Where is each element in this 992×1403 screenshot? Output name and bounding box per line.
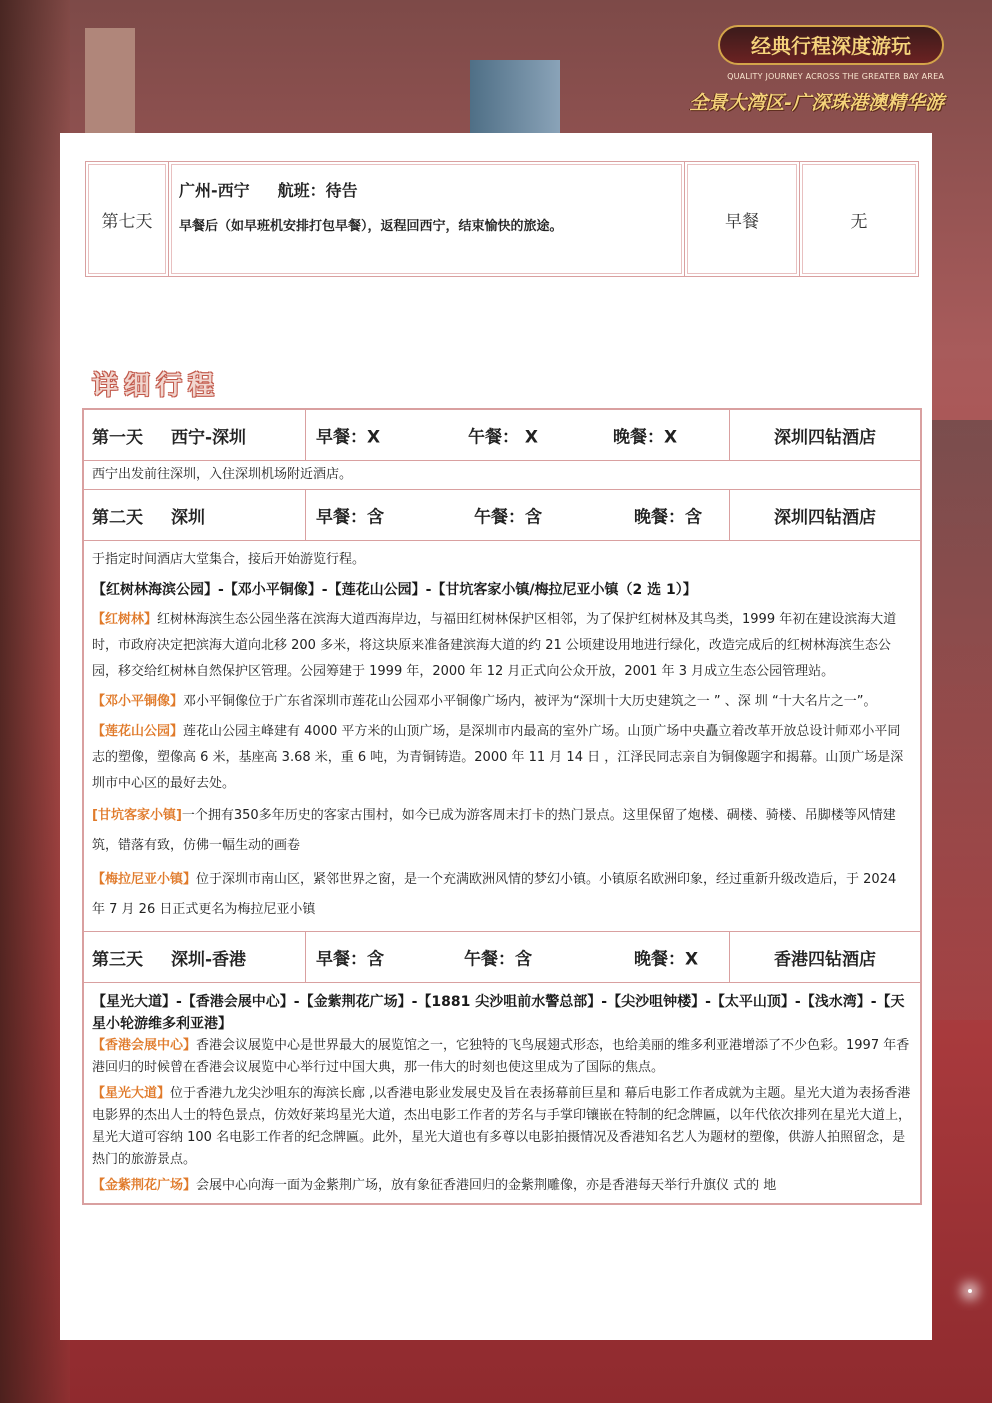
day3-lunch: 午餐：含 xyxy=(464,949,532,970)
day7-hotel: 无 xyxy=(800,162,919,277)
day2-details xyxy=(84,541,920,932)
day3-header xyxy=(84,932,920,983)
day3-hotel: 香港四钻酒店 xyxy=(774,949,876,970)
day3-details xyxy=(84,983,920,1203)
header-badge: 经典行程深度游玩 xyxy=(718,25,944,65)
content-page xyxy=(60,133,932,1340)
day7-meal: 早餐 xyxy=(685,162,800,277)
day1-lunch: 午餐： X xyxy=(468,427,539,448)
day2-dinner: 晚餐：含 xyxy=(634,507,702,528)
day1-route: 西宁-深圳 xyxy=(171,427,247,448)
day7-route: 广州-西宁 xyxy=(179,181,250,200)
building-image xyxy=(85,28,135,134)
day2-route: 深圳 xyxy=(171,507,205,528)
day3-label: 第三天 xyxy=(92,949,143,970)
day1-dinner: 晚餐：X xyxy=(613,427,678,448)
day3-item: 【金紫荆花广场】会展中心向海一面为金紫荆广场，放有象征香港回归的金紫荆雕像，亦是香港每天举行升旗仪 式的 地 xyxy=(92,1178,777,1193)
header-subtitle-cn: 全景大湾区-广深珠港澳精华游 xyxy=(689,92,944,114)
detail-itinerary xyxy=(82,408,922,1205)
skyscraper-image xyxy=(470,60,560,140)
section-title: 详细行程 xyxy=(92,371,221,401)
day7-flight: 航班：待告 xyxy=(277,181,358,200)
day1-label: 第一天 xyxy=(92,427,143,448)
day2-label: 第二天 xyxy=(92,507,143,528)
day1-breakfast: 早餐：X xyxy=(316,427,381,448)
day2-header xyxy=(84,490,920,541)
day2-item: [甘坑客家小镇]一个拥有350多年历史的客家古围村，如今已成为游客周末打卡的热门景点。这里保留了炮楼、碉楼、骑楼、吊脚楼等风情建筑，错落有致，仿佛一幅生动的画卷 xyxy=(92,808,896,853)
day2-hotel: 深圳四钻酒店 xyxy=(774,507,876,528)
day3-route: 深圳-香港 xyxy=(171,949,247,970)
day2-item: 【红树林】红树林海滨生态公园坐落在滨海大道西海岸边，与福田红树林保护区相邻，为了保护红树林及其鸟类，1999 年初在建设滨海大道时，市政府决定把滨海大道向北移 200 多米，将这块原来准备建滨海大道的约 21 公顷建设用地进行绿化，改造完成后的红树林海滨生态公园，移交给红树林自然保护区管理。公园筹建于 1999 年，2000 年 12 月正式向公众开放，2001 年 3 月成立生态公园管理站。 xyxy=(92,612,897,679)
day2-breakfast: 早餐：含 xyxy=(316,507,384,528)
day7-table xyxy=(85,161,919,277)
day7-desc: 早餐后（如早班机安排打包早餐），返程回西宁，结束愉快的旅途。 xyxy=(179,219,563,234)
day3-route-line: 【星光大道】-【香港会展中心】-【金紫荆花广场】-【1881 尖沙咀前水警总部】-【尖沙咀钟楼】-【太平山顶】-【浅水湾】-【天星小轮游维多利亚港】 xyxy=(92,994,905,1032)
day1-hotel: 深圳四钻酒店 xyxy=(774,427,876,448)
day3-breakfast: 早餐：含 xyxy=(316,949,384,970)
day1-desc: 西宁出发前往深圳，入住深圳机场附近酒店。 xyxy=(84,461,920,490)
day2-intro: 于指定时间酒店大堂集合，接后开始游览行程。 xyxy=(92,552,366,567)
sparkle-icon xyxy=(968,1289,972,1293)
day2-lunch: 午餐：含 xyxy=(474,507,542,528)
day2-route-line: 【红树林海滨公园】-【邓小平铜像】-【莲花山公园】-【甘坑客家小镇/梅拉尼亚小镇（2 选 1）】 xyxy=(92,582,697,598)
day7-main xyxy=(169,162,685,277)
day2-item: 【邓小平铜像】邓小平铜像位于广东省深圳市莲花山公园邓小平铜像广场内，被评为“深圳十大历史建筑之一 ” 、深 圳 “十大名片之一”。 xyxy=(92,694,877,709)
day3-dinner: 晚餐：X xyxy=(634,949,699,970)
day2-item: 【梅拉尼亚小镇】位于深圳市南山区，紧邻世界之窗，是一个充满欧洲风情的梦幻小镇。小镇原名欧洲印象，经过重新升级改造后，于 2024 年 7 月 26 日正式更名为梅拉尼亚小镇 xyxy=(92,872,897,917)
day3-item: 【香港会展中心】香港会议展览中心是世界最大的展览馆之一，它独特的飞鸟展翅式形态，也给美丽的维多利亚港增添了不少色彩。1997 年香港回归的时候曾在香港会议展览中心举行过中国大典，那一伟大的时刻也使这里成为了国际的焦点。 xyxy=(92,1038,910,1075)
header-subtitle-en: QUALITY JOURNEY ACROSS THE GREATER BAY AREA xyxy=(727,72,944,81)
day1-header xyxy=(84,410,920,461)
day3-item: 【星光大道】位于香港九龙尖沙咀东的海滨长廊 ,以香港电影业发展史及旨在表扬幕前巨星和 幕后电影工作者成就为主题。星光大道为表扬香港电影界的杰出人士的特色景点，仿效好莱坞星光大道，杰出电影工作者的芳名与手掌印镶嵌在特制的纪念牌匾，以年代依次排列在星光大道上，星光大道可容纳 100 名电影工作者的纪念牌匾。此外，星光大道也有多尊以电影拍摄情况及香港知名艺人为题材的塑像，供游人拍照留念，是热门的旅游景点。 xyxy=(92,1086,912,1167)
day7-label: 第七天 xyxy=(86,162,169,277)
day2-item: 【莲花山公园】莲花山公园主峰建有 4000 平方米的山顶广场，是深圳市内最高的室外广场。山顶广场中央矗立着改革开放总设计师邓小平同志的塑像，塑像高 6 米，基座高 3.68 米，重 6 吨，为青铜铸造。2000 年 11 月 14 日 ，江泽民同志亲自为铜像题字和揭幕。山顶广场是深圳市中心区的最好去处。 xyxy=(92,724,904,791)
